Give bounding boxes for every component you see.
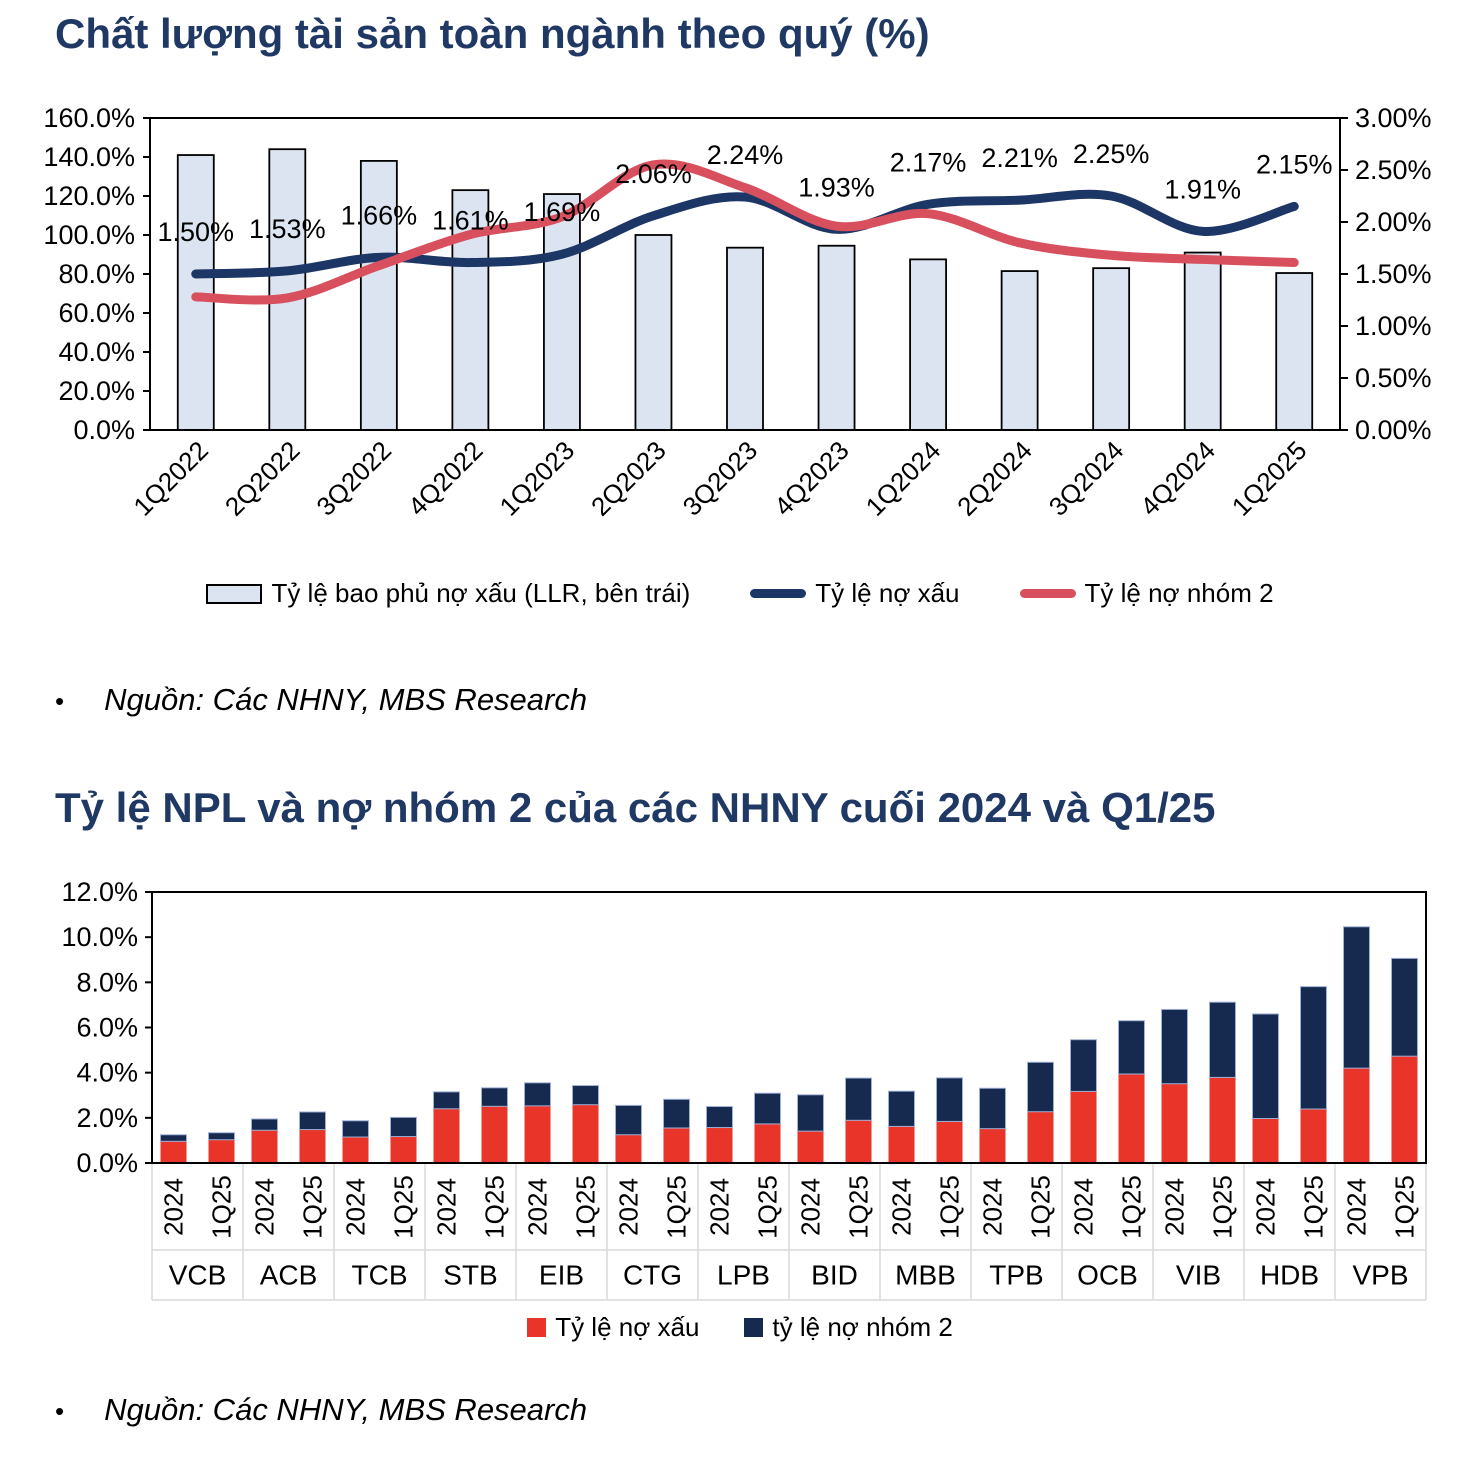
npl-data-label: 2.15% bbox=[1255, 149, 1333, 180]
legend-item-npl2 bbox=[527, 1312, 699, 1343]
x-category-label: 1Q2023 bbox=[493, 435, 581, 522]
llr-bar bbox=[635, 235, 671, 430]
npl-bar-segment bbox=[525, 1106, 551, 1163]
group2-bar-segment bbox=[846, 1078, 872, 1120]
npl-bar-segment bbox=[707, 1128, 733, 1163]
period-label: 2024 bbox=[795, 1178, 826, 1236]
period-label: 2024 bbox=[613, 1178, 644, 1236]
llr-bar bbox=[819, 246, 855, 430]
llr-bar bbox=[1276, 273, 1312, 430]
period-label: 1Q25 bbox=[934, 1175, 965, 1239]
period-label: 1Q25 bbox=[570, 1175, 601, 1239]
bank-name-label: CTG bbox=[622, 1259, 683, 1291]
period-label: 1Q25 bbox=[1025, 1175, 1056, 1239]
npl-bar-segment bbox=[616, 1135, 642, 1163]
left-axis-label: 40.0% bbox=[58, 337, 135, 367]
right-axis-label: 0.50% bbox=[1355, 363, 1432, 393]
npl-bar-segment bbox=[573, 1105, 599, 1163]
period-label: 2024 bbox=[340, 1178, 371, 1236]
left-axis-label: 120.0% bbox=[43, 181, 135, 211]
npl-data-label: 2.06% bbox=[615, 158, 692, 189]
npl-bar-segment bbox=[1071, 1091, 1097, 1163]
group2-bar-segment bbox=[525, 1083, 551, 1106]
group2-bar-segment bbox=[707, 1107, 733, 1128]
x-category-label: 3Q2023 bbox=[676, 435, 764, 522]
npl-bar-segment bbox=[300, 1130, 326, 1163]
npl-bar-segment bbox=[755, 1124, 781, 1163]
legend-item-group2 bbox=[1020, 578, 1274, 609]
right-axis-label: 2.00% bbox=[1355, 207, 1432, 237]
npl-data-label: 2.21% bbox=[981, 143, 1058, 174]
group2-bar-segment bbox=[434, 1092, 460, 1109]
period-label: 1Q25 bbox=[297, 1175, 328, 1239]
llr-bar bbox=[269, 149, 305, 430]
legend-item-group2b bbox=[744, 1312, 952, 1343]
npl-square-swatch bbox=[527, 1318, 546, 1337]
bank-name-label: OCB bbox=[1077, 1259, 1138, 1291]
llr-bar-swatch bbox=[206, 584, 262, 604]
npl-bar-segment bbox=[664, 1128, 690, 1163]
group2-bar-segment bbox=[889, 1091, 915, 1126]
legend-label-npl2: Tỷ lệ nợ xấu bbox=[555, 1312, 700, 1342]
npl-bar-segment bbox=[391, 1137, 417, 1163]
npl-bar-segment bbox=[798, 1131, 824, 1163]
group2-bar-segment bbox=[937, 1078, 963, 1122]
x-category-label: 4Q2022 bbox=[401, 435, 489, 522]
period-label: 1Q25 bbox=[479, 1175, 510, 1239]
npl-bar-segment bbox=[482, 1106, 508, 1163]
x-category-label: 2Q2024 bbox=[951, 435, 1038, 522]
period-label: 2024 bbox=[1341, 1178, 1372, 1236]
npl-bar-segment bbox=[1162, 1084, 1188, 1163]
npl-line-swatch bbox=[750, 589, 806, 598]
group2-bar-segment bbox=[1071, 1040, 1097, 1092]
llr-bar bbox=[727, 248, 763, 430]
period-label: 1Q25 bbox=[752, 1175, 783, 1239]
npl-bar-segment bbox=[1392, 1056, 1418, 1163]
legend-label-llr: Tỷ lệ bao phủ nợ xấu (LLR, bên trái) bbox=[271, 578, 691, 608]
period-label: 1Q25 bbox=[843, 1175, 874, 1239]
period-label: 1Q25 bbox=[1116, 1175, 1147, 1239]
npl-data-label: 1.93% bbox=[798, 172, 875, 203]
npl-data-label: 2.17% bbox=[889, 147, 967, 178]
period-label: 2024 bbox=[158, 1178, 189, 1236]
x-category-label: 2Q2022 bbox=[218, 435, 306, 522]
legend-label-group2: Tỷ lệ nợ nhóm 2 bbox=[1084, 578, 1274, 608]
npl-bar-segment bbox=[161, 1141, 187, 1163]
group2-bar-segment bbox=[252, 1119, 278, 1130]
period-label: 1Q25 bbox=[206, 1175, 237, 1239]
chart1-legend bbox=[0, 578, 1480, 609]
npl-bar-segment bbox=[1344, 1068, 1370, 1163]
x-category-label: 3Q2024 bbox=[1042, 435, 1130, 522]
x-category-label: 2Q2023 bbox=[585, 435, 672, 522]
legend-item-npl bbox=[750, 578, 959, 609]
x-category-label: 4Q2023 bbox=[768, 435, 855, 522]
group2-bar-segment bbox=[482, 1088, 508, 1107]
group2-bar-segment bbox=[1301, 987, 1327, 1109]
chart2-legend bbox=[0, 1312, 1480, 1343]
npl-bar-segment bbox=[1253, 1119, 1279, 1163]
npl-bar-segment bbox=[252, 1130, 278, 1163]
x-category-label: 1Q2024 bbox=[859, 435, 947, 522]
npl-data-label: 1.61% bbox=[432, 205, 509, 236]
group2-bar-segment bbox=[343, 1121, 369, 1137]
bank-name-label: BID bbox=[811, 1259, 858, 1291]
llr-bar bbox=[1185, 253, 1221, 430]
period-label: 2024 bbox=[1159, 1178, 1190, 1236]
y-axis-label: 4.0% bbox=[76, 1057, 138, 1088]
bank-name-label: VIB bbox=[1175, 1259, 1222, 1291]
npl-data-label: 1.50% bbox=[157, 217, 235, 247]
group2-bar-segment bbox=[755, 1093, 781, 1124]
npl-bar-segment bbox=[1301, 1109, 1327, 1163]
chart2-source bbox=[55, 1392, 587, 1428]
y-axis-label: 10.0% bbox=[61, 922, 138, 953]
chart1-source-text: Nguồn: Các NHNY, MBS Research bbox=[104, 682, 588, 717]
npl-data-label: 2.25% bbox=[1072, 139, 1150, 169]
group2-bar-segment bbox=[616, 1105, 642, 1134]
npl-data-label: 2.24% bbox=[706, 140, 784, 171]
group2-bar-segment bbox=[980, 1088, 1006, 1128]
period-label: 2024 bbox=[522, 1178, 553, 1236]
llr-bar bbox=[1002, 271, 1038, 430]
npl-bar-segment bbox=[1210, 1077, 1236, 1163]
y-axis-label: 8.0% bbox=[76, 967, 138, 998]
npl-bar-segment bbox=[434, 1109, 460, 1163]
chart1-title: Chất lượng tài sản toàn ngành theo quý (%) bbox=[55, 10, 930, 57]
group2-bar-segment bbox=[1344, 927, 1370, 1068]
left-axis-label: 80.0% bbox=[58, 259, 135, 289]
legend-item-llr bbox=[206, 578, 690, 609]
group2-square-swatch bbox=[744, 1318, 763, 1337]
x-category-label: 3Q2022 bbox=[310, 435, 398, 522]
npl-bar-segment bbox=[846, 1120, 872, 1163]
right-axis-label: 2.50% bbox=[1355, 155, 1432, 185]
x-category-label: 1Q2025 bbox=[1225, 435, 1313, 522]
period-label: 2024 bbox=[886, 1178, 917, 1236]
group2-bar-segment bbox=[1253, 1014, 1279, 1119]
group2-line-swatch bbox=[1020, 589, 1076, 598]
llr-bar bbox=[1093, 268, 1129, 430]
npl-data-label: 1.66% bbox=[340, 200, 418, 231]
npl-bar-segment bbox=[343, 1137, 369, 1163]
chart2-title: Tỷ lệ NPL và nợ nhóm 2 của các NHNY cuối 2024 và Q1/25 bbox=[55, 784, 1216, 831]
group2-bar-segment bbox=[573, 1086, 599, 1105]
group2-bar-segment bbox=[1119, 1021, 1145, 1074]
group2-bar-segment bbox=[1028, 1062, 1054, 1111]
y-axis-label: 12.0% bbox=[61, 877, 138, 907]
left-axis-label: 140.0% bbox=[43, 142, 135, 172]
legend-label-group2b: tỷ lệ nợ nhóm 2 bbox=[772, 1312, 953, 1342]
period-label: 1Q25 bbox=[388, 1175, 419, 1239]
x-category-label: 4Q2024 bbox=[1134, 435, 1221, 522]
period-label: 1Q25 bbox=[1389, 1175, 1420, 1239]
y-axis-label: 0.0% bbox=[76, 1148, 138, 1178]
y-axis-label: 6.0% bbox=[76, 1012, 138, 1043]
right-axis-label: 1.50% bbox=[1355, 259, 1432, 289]
right-axis-label: 3.00% bbox=[1355, 103, 1432, 133]
group2-bar-segment bbox=[391, 1117, 417, 1136]
period-label: 2024 bbox=[1068, 1178, 1099, 1236]
bank-name-label: TPB bbox=[989, 1259, 1044, 1291]
bank-name-label: STB bbox=[443, 1259, 498, 1291]
group2-bar-segment bbox=[798, 1095, 824, 1131]
group2-bar-segment bbox=[1392, 958, 1418, 1056]
left-axis-label: 0.0% bbox=[73, 415, 135, 445]
llr-bar bbox=[910, 259, 946, 430]
left-axis-label: 60.0% bbox=[58, 298, 135, 328]
group2-bar-segment bbox=[209, 1133, 235, 1140]
npl-bar-segment bbox=[889, 1126, 915, 1163]
left-axis-label: 160.0% bbox=[43, 103, 135, 133]
bullet-icon: • bbox=[55, 686, 65, 716]
period-label: 2024 bbox=[249, 1178, 280, 1236]
group2-bar-segment bbox=[1162, 1009, 1188, 1083]
npl-data-label: 1.53% bbox=[249, 213, 326, 244]
period-label: 1Q25 bbox=[1298, 1175, 1329, 1239]
npl-bar-segment bbox=[1119, 1074, 1145, 1163]
npl-data-label: 1.91% bbox=[1164, 174, 1241, 205]
bank-name-label: TCB bbox=[351, 1259, 408, 1291]
bank-name-label: VPB bbox=[1352, 1259, 1409, 1291]
group2-bar-segment bbox=[300, 1112, 326, 1130]
npl-bar-segment bbox=[1028, 1112, 1054, 1163]
legend-label-npl: Tỷ lệ nợ xấu bbox=[815, 578, 960, 608]
bank-name-label: LPB bbox=[717, 1259, 770, 1291]
left-axis-label: 20.0% bbox=[58, 376, 135, 406]
bank-name-label: HDB bbox=[1259, 1259, 1320, 1291]
period-label: 2024 bbox=[1250, 1178, 1281, 1236]
y-axis-label: 2.0% bbox=[76, 1102, 138, 1133]
bank-name-label: ACB bbox=[259, 1259, 318, 1291]
chart2-source-text: Nguồn: Các NHNY, MBS Research bbox=[104, 1392, 588, 1427]
right-axis-label: 0.00% bbox=[1355, 415, 1432, 445]
npl-bar-segment bbox=[980, 1129, 1006, 1163]
group2-bar-segment bbox=[664, 1099, 690, 1128]
bank-name-label: MBB bbox=[895, 1259, 956, 1291]
period-label: 1Q25 bbox=[1207, 1175, 1238, 1239]
period-label: 1Q25 bbox=[661, 1175, 692, 1239]
npl-bar-segment bbox=[209, 1140, 235, 1163]
bank-name-label: EIB bbox=[538, 1259, 585, 1291]
npl-bar-segment bbox=[937, 1121, 963, 1163]
period-label: 2024 bbox=[704, 1178, 735, 1236]
bank-name-label: VCB bbox=[168, 1259, 227, 1291]
period-label: 2024 bbox=[977, 1178, 1008, 1236]
right-axis-label: 1.00% bbox=[1355, 311, 1432, 341]
left-axis-label: 100.0% bbox=[43, 220, 135, 250]
period-label: 2024 bbox=[431, 1178, 462, 1236]
llr-bar bbox=[544, 194, 580, 430]
npl-data-label: 1.69% bbox=[523, 197, 601, 228]
group2-bar-segment bbox=[161, 1135, 187, 1142]
group2-bar-segment bbox=[1210, 1002, 1236, 1077]
chart1-source bbox=[55, 682, 587, 718]
bullet-icon: • bbox=[55, 1396, 65, 1426]
x-category-label: 1Q2022 bbox=[127, 435, 215, 522]
